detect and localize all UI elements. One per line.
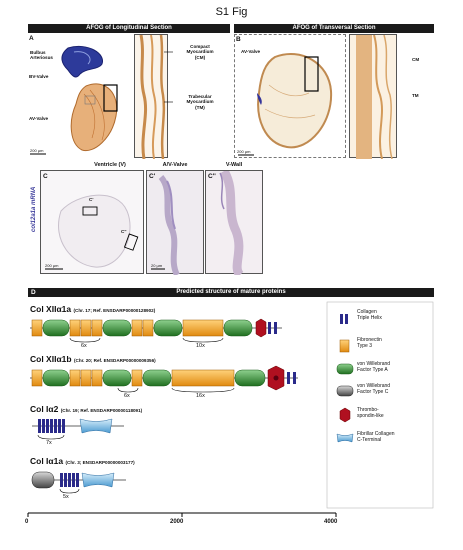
repeat-label-row2-a: 6x	[124, 393, 130, 399]
thrombospondin-icon	[340, 408, 350, 422]
vwc-domain	[32, 472, 54, 488]
fibrillar-c-terminal-domain	[80, 419, 112, 433]
label-compact-myocardium: Compact Myocardium (CM)	[186, 44, 214, 60]
panel-letter-c2: C''	[208, 173, 216, 180]
collagen-domain	[54, 419, 57, 433]
domain-row-col12a1b	[30, 366, 298, 392]
header-proteins: Predicted structure of mature proteins	[28, 288, 434, 297]
panel-letter-d: D	[31, 289, 36, 296]
col12a1a-mrna-label: col12a1a mRNA	[31, 186, 37, 232]
label-cm: CM	[412, 57, 420, 62]
repeat-label-row1-a: 6x	[81, 343, 87, 349]
inset-label-c1: C'	[89, 197, 94, 202]
protein-name-1: Col XIIα1a (Chr. 17; Ref. ENSDARP00000128902)	[30, 304, 156, 314]
collagen-domain	[46, 419, 49, 433]
collagen-domain	[38, 419, 41, 433]
panel-letter-c1: C'	[149, 173, 156, 180]
fn3-domain	[92, 320, 102, 336]
protein-name-4: Col Iα1a (Chr. 3; ENSDARP00000003177)	[30, 456, 135, 466]
thrombospondin-domain	[256, 319, 266, 337]
protein-name-3: Col Iα2 (Chr. 19; Ref. ENSDARP00000118091)	[30, 404, 143, 414]
collagen-domain	[62, 419, 65, 433]
repeat-label-row1-b: 10x	[196, 343, 205, 349]
fn3-domain	[81, 320, 91, 336]
vwa-domain	[43, 370, 69, 386]
scale-bar-c1: 20 µm	[151, 263, 163, 268]
collagen-triple-helix-icon	[340, 314, 348, 324]
scale-bar-b: 200 µm	[237, 149, 251, 154]
collagen-domain	[76, 473, 79, 487]
inset-label-c2: C''	[121, 229, 127, 234]
collagen-domain	[58, 419, 61, 433]
vwa-domain	[143, 370, 171, 386]
fn3-domain	[143, 320, 153, 336]
repeat-label-row2-b: 16x	[196, 393, 205, 399]
label-trabecular-myocardium: Trabecular Myocardium (TM)	[186, 94, 214, 110]
domain-row-col1a2	[32, 419, 124, 439]
panel-letter-c: C	[43, 173, 48, 180]
collagen-domain	[287, 372, 290, 384]
axis-tick-4000: 4000	[324, 519, 338, 525]
title-av-valve: A/V-Valve	[162, 162, 188, 168]
collagen-domain	[68, 473, 71, 487]
vwa-domain	[154, 320, 182, 336]
legend-label-collagen: Collagen Triple Helix	[357, 309, 382, 321]
legend-label-vwa: von Willebrand Factor Type A	[357, 361, 391, 373]
figure-title: S1 Fig	[215, 6, 248, 18]
label-av-valve-b: AV-Valve	[241, 49, 261, 54]
label-bulbus-arteriosus: Bulbus Arteriosus	[30, 50, 53, 61]
fn3-domain	[132, 370, 142, 386]
axis-tick-2000: 2000	[170, 519, 184, 525]
repeat-label-row4: 5x	[63, 494, 69, 500]
legend-label-thrombospondin: Thrombo- spondin-like	[357, 407, 384, 419]
label-bv-valve: BV-Valve	[29, 74, 49, 79]
collagen-domain	[64, 473, 67, 487]
fn3-domain	[92, 370, 102, 386]
fn3-repeat-block	[172, 370, 234, 386]
fibrillar-collagen-icon	[337, 434, 353, 442]
fn3-repeat-block	[183, 320, 223, 336]
header-transversal: AFOG of Transversal Section	[234, 24, 434, 33]
protein-name-2: Col XIIα1b (Chr. 20; Ref. ENSDARP00000009356)	[30, 354, 156, 364]
repeat-label-row3: 7x	[46, 440, 52, 446]
scale-bar-c: 200 µm	[45, 263, 59, 268]
legend-label-fibronectin: Fibronectin Type 3	[357, 337, 382, 349]
vwa-domain	[103, 370, 131, 386]
vwc-icon	[337, 386, 353, 396]
domain-row-col1a1a	[32, 472, 126, 493]
collagen-domain	[60, 473, 63, 487]
vwa-domain	[224, 320, 252, 336]
panel-letter-a: A	[29, 35, 34, 42]
legend-label-fibrillar: Fibrillar Collagen C-Terminal	[357, 431, 395, 443]
legend-label-vwc: von Willebrand Factor Type C	[357, 383, 391, 395]
fn3-domain	[132, 320, 142, 336]
fn3-domain	[81, 370, 91, 386]
collagen-domain	[293, 372, 296, 384]
fn3-domain	[70, 320, 80, 336]
fibronectin-icon	[340, 340, 349, 352]
collagen-domain	[50, 419, 53, 433]
label-av-valve: AV-Valve	[29, 116, 49, 121]
panel-letter-b: B	[236, 36, 241, 43]
fn3-domain	[32, 370, 42, 386]
fn3-domain	[32, 320, 42, 336]
title-v-wall: V-Wall	[225, 162, 243, 168]
collagen-domain	[72, 473, 75, 487]
legend-frame	[327, 302, 433, 508]
fn3-domain	[70, 370, 80, 386]
label-tm: TM	[412, 93, 419, 98]
vwa-domain	[235, 370, 265, 386]
collagen-domain	[268, 322, 271, 334]
axis-tick-0: 0	[25, 519, 29, 525]
header-longitudinal: AFOG of Longitudinal Section	[28, 24, 230, 33]
vwa-domain	[103, 320, 131, 336]
collagen-domain	[274, 322, 277, 334]
vwa-icon	[337, 364, 353, 374]
fibrillar-c-terminal-domain	[82, 473, 114, 487]
domain-row-col12a1a	[30, 319, 282, 342]
vwa-domain	[43, 320, 69, 336]
scale-bar-a: 200 µm	[30, 148, 44, 153]
title-ventricle: Ventricle (V)	[94, 162, 126, 168]
collagen-domain	[42, 419, 45, 433]
